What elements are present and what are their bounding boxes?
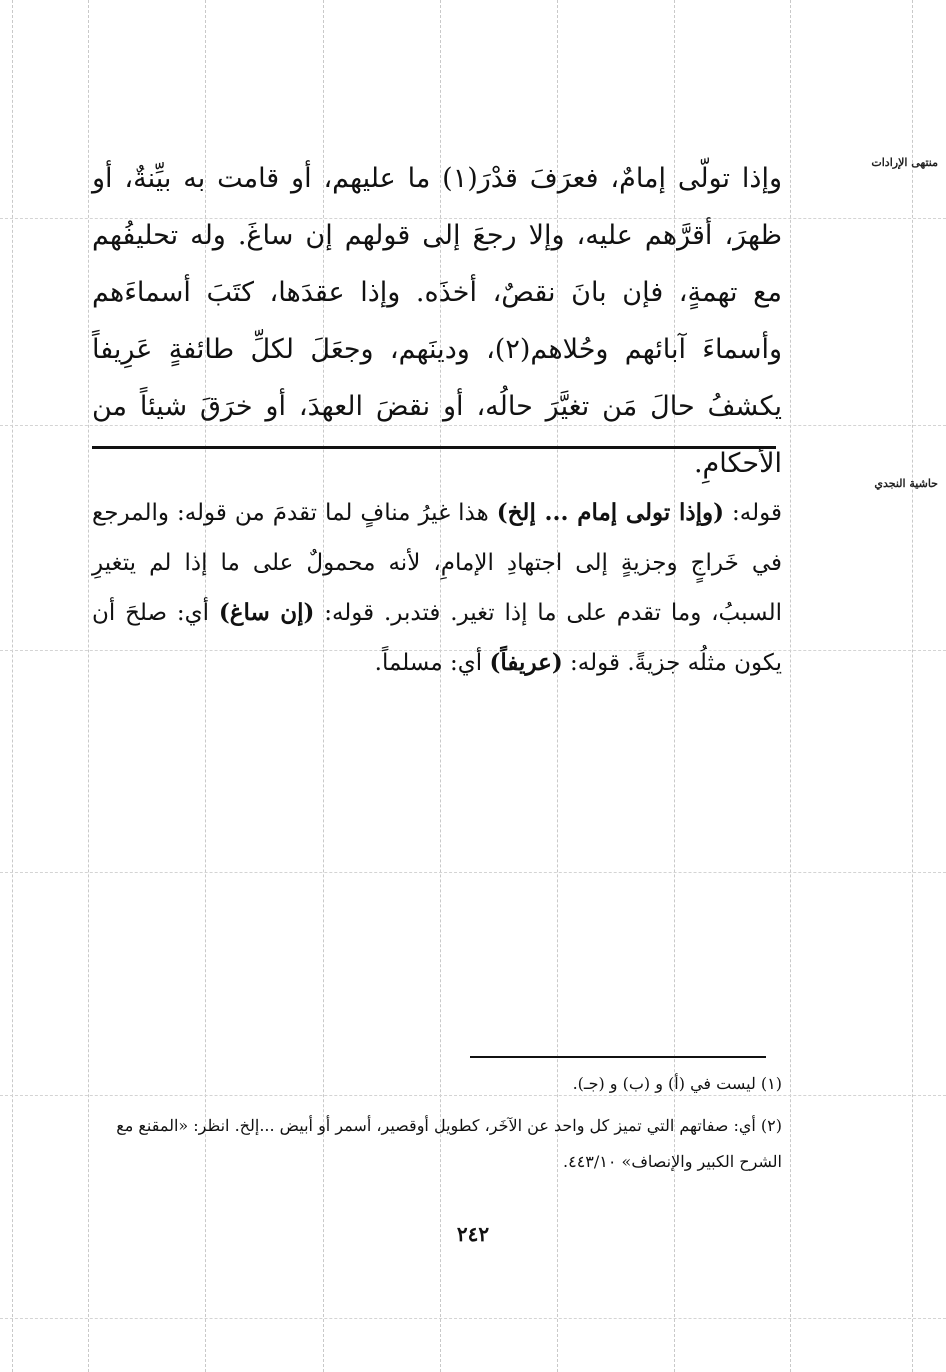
- commentary-text: قوله:: [724, 500, 783, 526]
- scan-guide-line: [912, 0, 913, 1372]
- commentary-paragraph: [92, 488, 782, 688]
- page-number: ٢٤٢: [456, 1222, 490, 1246]
- footnote-1: (١) ليست في (أ) و (ب) و (جـ).: [572, 1074, 782, 1093]
- commentary-text: أي: مسلماً.: [374, 650, 490, 676]
- scan-guide-line: [12, 0, 13, 1372]
- main-text-paragraph: وإذا تولّى إمامٌ، فعرَفَ قدْرَ(١) ما عليهم، أو قامت به بيِّنةٌ، أو ظهرَ، أقرَّهم عليه، وإلا رجعَ إلى قولهم إن ساغَ. وله تحليفُهم مع تهمةٍ، فإن بانَ نقصٌ، أخذَه. وإذا عقدَها، كتَبَ أسماءَهم وأسماءَ آبائهم وحُلاهم(٢)، ودينَهم، وجعَلَ لكلِّ طائفةٍ عَرِيفاً يكشفُ حالَ مَن تغيَّرَ حالُه، أو نقضَ العهدَ، أو خرَقَ شيئاً من الأحكامِ.: [92, 163, 782, 479]
- commentary-text: هذا غيرُ منافٍ لما تقدمَ من قوله: والمرجع في خَراجٍ وجزيةٍ إلى اجتهادِ الإمامِ، لأنه محمولٌ على ما إذا لم يتغيرِ السببُ، وما تقدم على ما إذا تغير. فتدبر. قوله:: [92, 500, 782, 626]
- section-divider: [92, 446, 776, 449]
- commentary-quote: (إن ساغ): [218, 599, 315, 626]
- scan-guide-line: [0, 1318, 946, 1319]
- main-text-block: [92, 150, 782, 492]
- commentary-text: أي: صلحَ أن يكون مثلُه جزيةً. قوله:: [92, 600, 782, 676]
- side-label-main-text: منتهى الإرادات: [871, 156, 938, 169]
- commentary-quote: (وإذا تولى إمام ... إلخ): [496, 499, 725, 526]
- commentary-quote: (عريفاً): [489, 649, 563, 676]
- footnotes: [70, 1066, 782, 1180]
- scan-guide-line: [0, 872, 946, 873]
- commentary-block: [92, 488, 782, 688]
- scan-guide-line: [790, 0, 791, 1372]
- side-label-commentary: حاشية النجدي: [874, 477, 938, 490]
- footnote-2: (٢) أي: صفاتهم التي تميز كل واحد عن الآخَر، كطويل أوقصير، أسمر أو أبيض ...إلخ. انظر: «المقنع مع الشرح الكبير والإنصاف» ٤٤٣/١٠.: [116, 1116, 782, 1171]
- footnote-divider: [470, 1056, 766, 1058]
